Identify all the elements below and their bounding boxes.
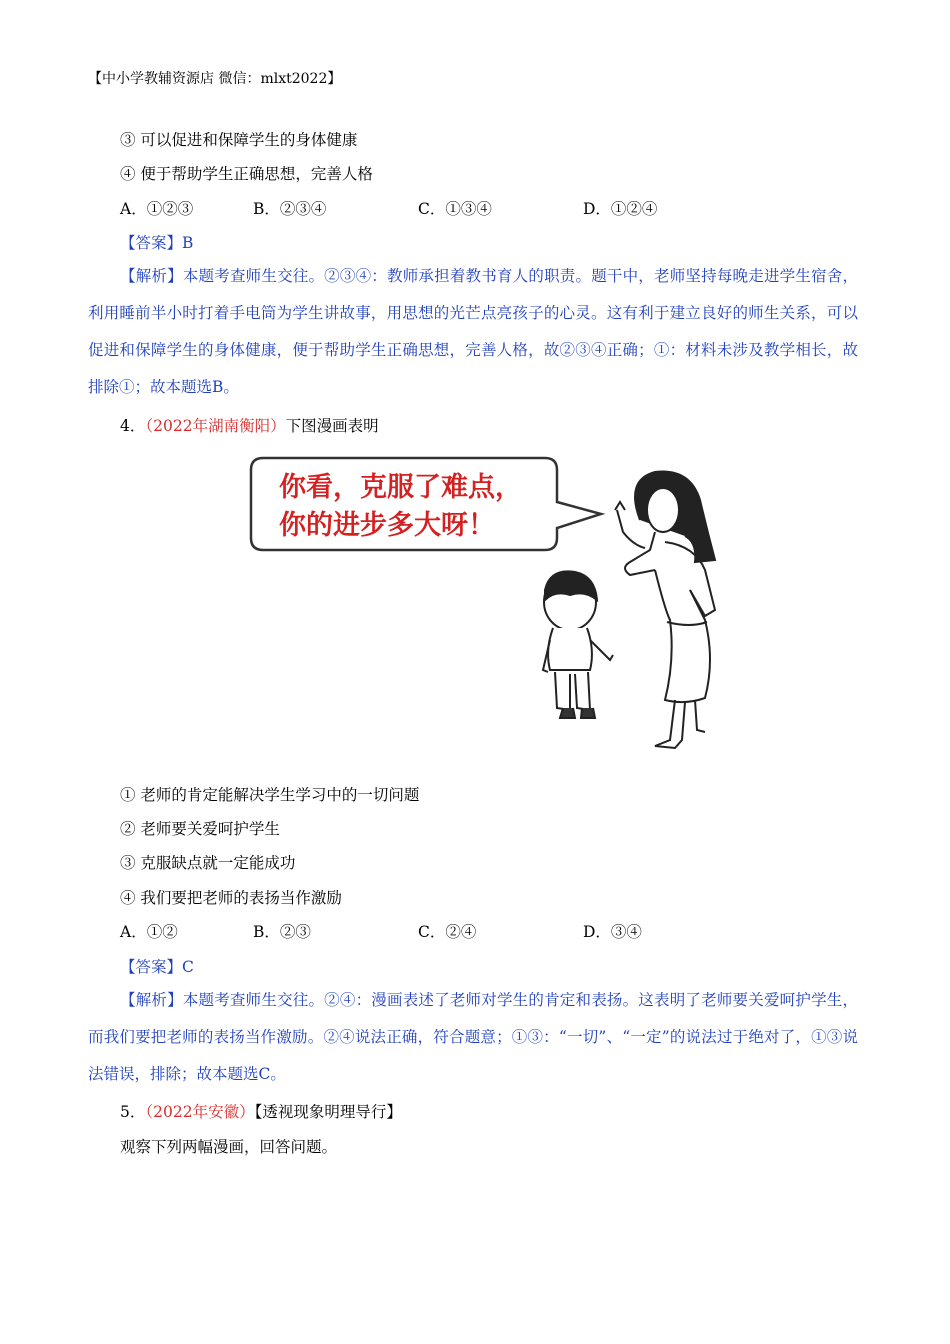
q3-option-a: A．①②③	[120, 200, 194, 218]
page-header: 【中小学教辅资源店 微信：mlxt2022】	[88, 71, 342, 87]
q4-stem-text: 下图漫画表明	[285, 417, 379, 435]
q4-option-c: C．②④	[418, 923, 477, 941]
q4-option-b: B．②③	[253, 923, 311, 941]
q4-item-2: ② 老师要关爱呵护学生	[120, 820, 280, 838]
q4-item-4: ④ 我们要把老师的表扬当作激励	[120, 889, 342, 907]
q3-options	[120, 197, 657, 219]
q4-options	[120, 920, 642, 942]
q4-stem	[120, 414, 379, 436]
q4-option-a: A．①②	[120, 923, 178, 941]
teacher-figure-icon	[615, 472, 715, 748]
bubble-line-1: 你看，克服了难点，	[279, 472, 522, 503]
q4-item-1: ① 老师的肯定能解决学生学习中的一切问题	[120, 786, 420, 804]
q5-instruction: 观察下列两幅漫画，回答问题。	[120, 1138, 338, 1156]
q3-option-b: B．②③④	[253, 200, 327, 218]
q4-number: 4．	[120, 417, 146, 435]
q4-item-3: ③ 克服缺点就一定能成功	[120, 854, 296, 872]
q5-tag: 【透视现象明理导行】	[254, 1103, 402, 1121]
q5-source: （2022年安徽）	[145, 1103, 255, 1121]
q3-item-3: ③ 可以促进和保障学生的身体健康	[120, 131, 358, 149]
q4-answer: 【答案】C	[120, 958, 194, 976]
q3-answer: 【答案】B	[120, 234, 194, 252]
q3-item-4: ④ 便于帮助学生正确思想，完善人格	[120, 165, 373, 183]
q4-source: （2022年湖南衡阳）	[145, 417, 286, 435]
bubble-line-2: 你的进步多大呀！	[279, 510, 495, 541]
q3-option-d: D．①②④	[583, 200, 658, 218]
student-figure-icon	[543, 571, 613, 718]
q5-number: 5．	[120, 1103, 146, 1121]
q4-option-d: D．③④	[583, 923, 642, 941]
q4-analysis: 【解析】本题考查师生交往。②④：漫画表述了老师对学生的肯定和表扬。这表明了老师要关爱呵护学生，而我们要把老师的表扬当作激励。②④说法正确，符合题意；①③：“一切”、“一定”的说法过于绝对了，①③说法错误，排除；故本题选C。	[88, 991, 858, 1083]
teacher-praising-student-cartoon	[245, 450, 725, 760]
q5-stem	[120, 1100, 402, 1122]
q3-analysis: 【解析】本题考查师生交往。②③④：教师承担着教书育人的职责。题干中，老师坚持每晚走进学生宿舍，利用睡前半小时打着手电筒为学生讲故事，用思想的光芒点亮孩子的心灵。这有利于建立良好的师生关系，可以促进和保障学生的身体健康，便于帮助学生正确思想，完善人格，故②③④正确；①：材料未涉及教学相长，故排除①；故本题选B。	[88, 267, 858, 396]
q3-option-c: C．①③④	[418, 200, 492, 218]
